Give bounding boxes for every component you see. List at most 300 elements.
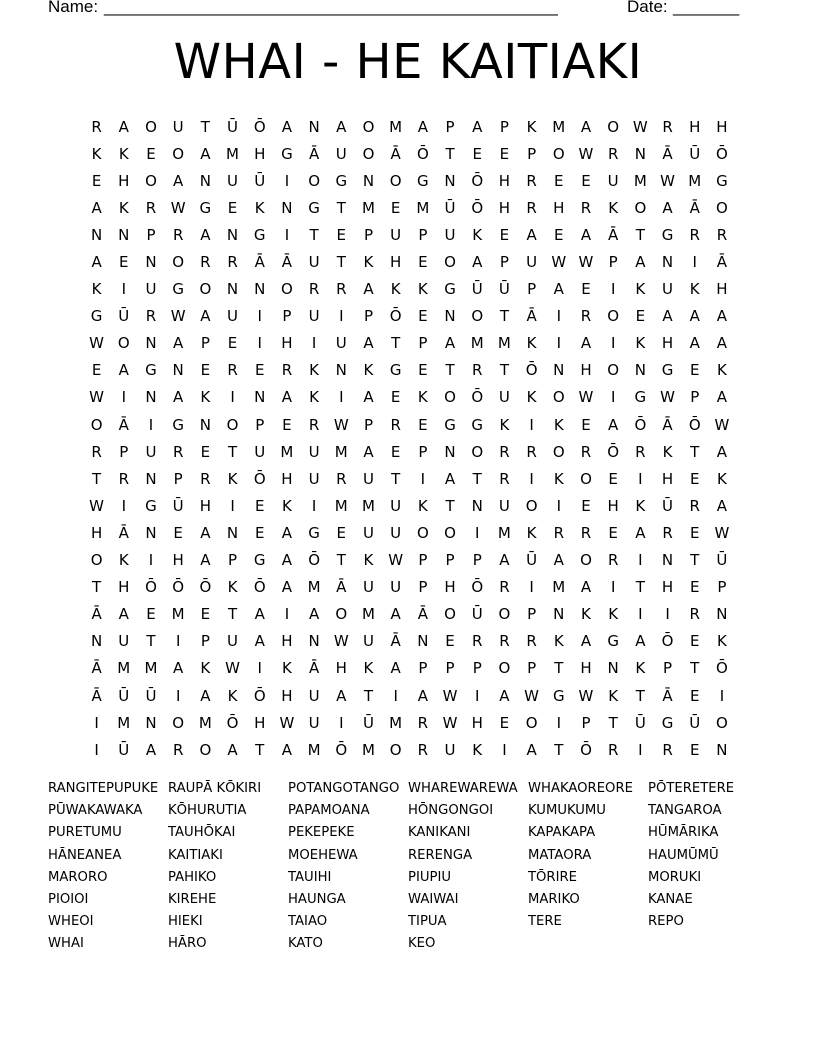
grid-letter[interactable]: T [336,551,346,570]
grid-letter[interactable]: I [121,496,126,515]
grid-letter[interactable]: T [472,469,482,488]
grid-letter[interactable]: P [418,442,428,461]
grid-letter[interactable]: O [444,605,456,624]
grid-letter[interactable]: U [145,442,157,461]
grid-letter[interactable]: K [227,469,238,488]
grid-letter[interactable]: Ā [716,253,728,272]
grid-letter[interactable]: Ō [661,632,674,651]
grid-letter[interactable]: H [553,198,565,217]
grid-letter[interactable]: A [580,334,592,353]
grid-letter[interactable]: I [257,659,262,678]
grid-letter[interactable]: E [390,198,401,217]
grid-letter[interactable]: O [416,523,429,542]
grid-letter[interactable]: R [499,442,510,461]
grid-letter[interactable]: Ā [336,578,347,597]
grid-letter[interactable]: N [607,659,619,678]
grid-letter[interactable]: A [118,117,129,136]
grid-letter[interactable]: T [146,632,156,651]
grid-letter[interactable]: A [363,334,374,353]
grid-letter[interactable]: E [390,442,401,461]
grid-letter[interactable]: N [335,361,347,380]
grid-letter[interactable]: R [172,740,184,759]
grid-letter[interactable]: P [119,442,129,461]
grid-letter[interactable]: R [662,117,673,136]
grid-letter[interactable]: R [145,198,157,217]
grid-letter[interactable]: Ō [688,415,701,434]
grid-letter[interactable]: E [146,144,156,163]
grid-letter[interactable]: I [556,334,561,353]
grid-letter[interactable]: A [254,605,265,624]
grid-letter[interactable]: A [173,171,184,190]
grid-letter[interactable]: H [390,253,402,272]
grid-letter[interactable]: U [390,225,402,244]
grid-letter[interactable]: Ā [91,659,102,678]
grid-letter[interactable]: Ō [253,117,266,136]
grid-letter[interactable]: Ā [390,144,401,163]
grid-letter[interactable]: A [363,388,374,407]
grid-letter[interactable]: E [418,253,428,272]
grid-letter[interactable]: W [170,307,186,326]
grid-letter[interactable]: Ā [689,198,700,217]
grid-letter[interactable]: N [145,334,157,353]
grid-letter[interactable]: Ū [118,307,130,326]
grid-letter[interactable]: G [661,225,674,244]
grid-letter[interactable]: W [660,171,675,190]
grid-letter[interactable]: P [363,307,373,326]
grid-letter[interactable]: E [581,280,591,299]
grid-letter[interactable]: M [226,144,239,163]
grid-letter[interactable]: A [145,740,157,759]
grid-letter[interactable]: T [363,686,374,705]
grid-letter[interactable]: K [363,253,374,272]
grid-letter[interactable]: O [498,605,511,624]
grid-letter[interactable]: R [580,442,592,461]
grid-letter[interactable]: O [471,307,484,326]
grid-letter[interactable]: M [389,117,403,136]
grid-letter[interactable]: E [445,632,455,651]
grid-letter[interactable]: G [444,415,456,434]
grid-letter[interactable]: N [661,253,674,272]
grid-letter[interactable]: U [362,523,374,542]
grid-letter[interactable]: R [145,307,157,326]
grid-letter[interactable]: T [499,307,509,326]
grid-letter[interactable]: M [361,496,375,515]
grid-letter[interactable]: K [91,144,102,163]
grid-letter[interactable]: R [91,442,102,461]
grid-letter[interactable]: W [279,713,295,732]
grid-letter[interactable]: U [444,740,456,759]
grid-letter[interactable]: N [199,171,211,190]
grid-letter[interactable]: I [94,740,99,759]
grid-letter[interactable]: E [254,523,265,542]
grid-letter[interactable]: H [716,280,728,299]
grid-letter[interactable]: I [284,225,290,244]
grid-letter[interactable]: K [716,469,727,488]
grid-letter[interactable]: H [172,551,184,570]
grid-letter[interactable]: R [662,740,673,759]
grid-letter[interactable]: T [309,225,319,244]
grid-letter[interactable]: R [635,442,646,461]
grid-letter[interactable]: W [714,415,730,434]
grid-letter[interactable]: Ū [689,713,701,732]
grid-letter[interactable]: P [499,117,509,136]
grid-letter[interactable]: M [470,334,484,353]
grid-letter[interactable]: R [227,361,238,380]
grid-letter[interactable]: K [689,280,700,299]
grid-letter[interactable]: R [308,415,320,434]
grid-letter[interactable]: K [553,632,564,651]
grid-letter[interactable]: W [714,523,730,542]
grid-letter[interactable]: N [90,225,103,244]
grid-letter[interactable]: W [388,551,404,570]
grid-letter[interactable]: A [580,225,592,244]
grid-letter[interactable]: N [634,361,646,380]
grid-letter[interactable]: T [690,551,700,570]
grid-letter[interactable]: O [552,144,565,163]
grid-letter[interactable]: U [362,578,374,597]
grid-letter[interactable]: H [661,469,674,488]
grid-letter[interactable]: T [635,578,645,597]
grid-letter[interactable]: O [716,198,728,217]
grid-letter[interactable]: P [418,334,428,353]
grid-letter[interactable]: U [172,117,184,136]
grid-letter[interactable]: G [389,361,402,380]
grid-letter[interactable]: Ō [471,388,484,407]
grid-letter[interactable]: N [661,551,674,570]
grid-letter[interactable]: G [253,225,266,244]
grid-letter[interactable]: R [200,469,211,488]
grid-letter[interactable]: A [200,144,211,163]
grid-letter[interactable]: N [553,605,565,624]
grid-letter[interactable]: N [226,280,239,299]
grid-letter[interactable]: I [257,334,262,353]
grid-letter[interactable]: U [254,442,266,461]
grid-letter[interactable]: T [635,686,645,705]
grid-letter[interactable]: Ō [199,578,212,597]
grid-letter[interactable]: O [634,198,647,217]
grid-letter[interactable]: W [442,686,458,705]
grid-letter[interactable]: M [552,578,566,597]
grid-letter[interactable]: I [257,307,262,326]
grid-letter[interactable]: E [173,523,183,542]
grid-letter[interactable]: O [389,171,402,190]
grid-letter[interactable]: A [608,415,619,434]
grid-letter[interactable]: M [171,605,185,624]
grid-letter[interactable]: Ū [118,686,130,705]
grid-letter[interactable]: M [307,740,321,759]
grid-letter[interactable]: K [608,686,619,705]
grid-letter[interactable]: I [692,253,697,272]
grid-letter[interactable]: W [225,659,240,678]
grid-letter[interactable]: Ō [634,415,647,434]
grid-letter[interactable]: W [578,686,594,705]
grid-letter[interactable]: I [311,334,317,353]
grid-letter[interactable]: R [472,632,483,651]
grid-letter[interactable]: U [498,496,510,515]
grid-letter[interactable]: Ū [526,551,538,570]
grid-letter[interactable]: H [281,686,293,705]
grid-letter[interactable]: E [390,388,401,407]
grid-letter[interactable]: K [417,496,428,515]
grid-letter[interactable]: R [417,713,429,732]
grid-letter[interactable]: P [472,659,482,678]
grid-letter[interactable]: A [281,117,293,136]
grid-letter[interactable]: M [688,171,702,190]
grid-letter[interactable]: A [417,686,428,705]
grid-letter[interactable]: Ō [253,686,266,705]
grid-letter[interactable]: R [689,496,700,515]
grid-letter[interactable]: I [121,388,126,407]
grid-letter[interactable]: G [253,551,266,570]
grid-letter[interactable]: P [418,225,428,244]
grid-letter[interactable]: R [91,117,102,136]
grid-letter[interactable]: E [581,496,591,515]
grid-letter[interactable]: R [227,253,238,272]
grid-letter[interactable]: P [527,280,537,299]
grid-letter[interactable]: H [118,578,130,597]
grid-letter[interactable]: W [89,388,105,407]
grid-letter[interactable]: E [689,632,700,651]
grid-letter[interactable]: M [389,713,403,732]
grid-letter[interactable]: T [635,225,645,244]
grid-letter[interactable]: Ā [390,632,401,651]
grid-letter[interactable]: E [418,307,428,326]
grid-letter[interactable]: K [227,686,238,705]
grid-letter[interactable]: U [227,171,239,190]
grid-letter[interactable]: K [472,740,483,759]
grid-letter[interactable]: E [689,469,700,488]
grid-letter[interactable]: G [308,523,320,542]
grid-letter[interactable]: E [689,686,700,705]
grid-letter[interactable]: P [499,253,509,272]
grid-letter[interactable]: I [665,605,670,624]
grid-letter[interactable]: R [526,198,537,217]
grid-letter[interactable]: A [363,280,374,299]
grid-letter[interactable]: T [391,334,401,353]
grid-letter[interactable]: G [552,686,565,705]
grid-letter[interactable]: K [254,198,265,217]
grid-letter[interactable]: P [717,578,727,597]
grid-letter[interactable]: N [145,523,157,542]
grid-letter[interactable]: Ū [662,496,674,515]
grid-letter[interactable]: R [607,144,619,163]
grid-letter[interactable]: Ū [227,117,239,136]
grid-letter[interactable]: K [526,334,537,353]
grid-letter[interactable]: O [362,117,375,136]
grid-letter[interactable]: R [689,225,700,244]
grid-letter[interactable]: R [472,361,483,380]
grid-letter[interactable]: P [663,659,673,678]
grid-letter[interactable]: A [308,605,320,624]
grid-letter[interactable]: A [91,253,102,272]
grid-letter[interactable]: N [444,171,456,190]
grid-letter[interactable]: O [552,388,565,407]
grid-letter[interactable]: Ō [335,740,348,759]
grid-letter[interactable]: W [578,144,594,163]
grid-letter[interactable]: E [227,334,238,353]
grid-letter[interactable]: R [308,280,320,299]
grid-letter[interactable]: N [362,171,375,190]
grid-letter[interactable]: P [608,253,618,272]
grid-letter[interactable]: Ō [389,307,402,326]
grid-letter[interactable]: I [610,280,616,299]
grid-letter[interactable]: I [175,632,181,651]
grid-letter[interactable]: O [281,280,293,299]
grid-letter[interactable]: Ō [525,361,538,380]
grid-letter[interactable]: N [444,442,456,461]
grid-letter[interactable]: R [281,361,293,380]
grid-letter[interactable]: O [362,144,375,163]
grid-letter[interactable]: K [526,117,537,136]
grid-letter[interactable]: E [418,415,428,434]
grid-letter[interactable]: Ū [444,198,456,217]
grid-letter[interactable]: P [146,225,156,244]
grid-letter[interactable]: P [418,551,428,570]
grid-letter[interactable]: K [417,280,428,299]
grid-letter[interactable]: R [200,253,211,272]
grid-letter[interactable]: O [716,713,728,732]
grid-letter[interactable]: P [690,388,700,407]
grid-letter[interactable]: R [526,442,537,461]
grid-letter[interactable]: N [553,361,565,380]
grid-letter[interactable]: G [172,280,184,299]
grid-letter[interactable]: W [578,253,594,272]
grid-letter[interactable]: P [445,117,455,136]
grid-letter[interactable]: K [635,496,646,515]
grid-letter[interactable]: O [525,496,538,515]
grid-letter[interactable]: Ā [608,225,619,244]
grid-letter[interactable]: N [90,632,103,651]
grid-letter[interactable]: E [689,740,700,759]
grid-letter[interactable]: K [309,361,320,380]
grid-letter[interactable]: P [200,334,210,353]
grid-letter[interactable]: E [554,225,564,244]
grid-letter[interactable]: Ā [91,605,102,624]
grid-letter[interactable]: U [390,578,402,597]
grid-letter[interactable]: I [638,551,643,570]
grid-letter[interactable]: P [173,469,183,488]
grid-letter[interactable]: U [526,253,538,272]
grid-letter[interactable]: P [363,415,373,434]
grid-letter[interactable]: K [526,523,537,542]
grid-letter[interactable]: U [308,686,320,705]
grid-letter[interactable]: G [716,171,728,190]
grid-letter[interactable]: H [661,578,674,597]
grid-letter[interactable]: O [90,551,103,570]
grid-letter[interactable]: H [118,171,130,190]
grid-letter[interactable]: A [553,280,564,299]
grid-letter[interactable]: P [581,713,591,732]
grid-letter[interactable]: A [689,334,700,353]
grid-letter[interactable]: O [607,117,620,136]
grid-letter[interactable]: U [335,334,347,353]
grid-letter[interactable]: H [498,171,511,190]
grid-letter[interactable]: Ā [662,144,673,163]
grid-letter[interactable]: G [199,198,212,217]
grid-letter[interactable]: N [199,415,211,434]
grid-letter[interactable]: U [308,253,320,272]
grid-letter[interactable]: G [444,280,456,299]
grid-letter[interactable]: K [472,225,483,244]
grid-letter[interactable]: T [554,740,564,759]
grid-letter[interactable]: Ō [716,144,728,163]
grid-letter[interactable]: P [472,551,482,570]
grid-letter[interactable]: I [311,496,317,515]
grid-letter[interactable]: K [635,334,646,353]
grid-letter[interactable]: U [362,632,374,651]
grid-letter[interactable]: Ō [253,469,266,488]
grid-letter[interactable]: Ō [471,578,484,597]
grid-letter[interactable]: A [200,551,211,570]
grid-letter[interactable]: G [172,415,184,434]
grid-letter[interactable]: I [121,280,126,299]
grid-letter[interactable]: K [716,361,727,380]
grid-letter[interactable]: U [498,388,510,407]
grid-letter[interactable]: I [148,551,154,570]
grid-letter[interactable]: A [336,686,347,705]
grid-letter[interactable]: T [690,659,700,678]
grid-letter[interactable]: W [551,253,567,272]
grid-letter[interactable]: K [200,388,211,407]
grid-letter[interactable]: Ū [498,280,510,299]
grid-letter[interactable]: W [660,388,675,407]
grid-letter[interactable]: A [499,551,510,570]
grid-letter[interactable]: E [91,171,102,190]
grid-letter[interactable]: R [336,469,347,488]
grid-letter[interactable]: E [91,361,102,380]
grid-letter[interactable]: G [661,713,674,732]
grid-letter[interactable]: T [227,605,238,624]
grid-letter[interactable]: K [309,388,320,407]
grid-letter[interactable]: K [635,280,646,299]
grid-letter[interactable]: M [307,578,321,597]
grid-letter[interactable]: E [418,361,428,380]
grid-letter[interactable]: M [633,171,647,190]
grid-letter[interactable]: U [308,307,320,326]
grid-letter[interactable]: N [417,632,429,651]
grid-letter[interactable]: I [556,496,561,515]
grid-letter[interactable]: K [363,361,374,380]
grid-letter[interactable]: M [497,523,511,542]
grid-letter[interactable]: O [552,442,565,461]
grid-letter[interactable]: A [281,740,293,759]
grid-letter[interactable]: G [145,361,157,380]
grid-letter[interactable]: I [556,307,561,326]
grid-letter[interactable]: U [607,171,619,190]
grid-letter[interactable]: T [92,469,102,488]
grid-letter[interactable]: O [389,740,402,759]
grid-letter[interactable]: O [145,171,157,190]
grid-letter[interactable]: O [117,334,130,353]
grid-letter[interactable]: Ā [662,415,673,434]
grid-letter[interactable]: A [417,117,428,136]
grid-letter[interactable]: O [172,713,185,732]
grid-letter[interactable]: E [635,307,646,326]
grid-letter[interactable]: O [444,253,456,272]
grid-letter[interactable]: H [471,713,483,732]
grid-letter[interactable]: Ā [662,686,673,705]
grid-letter[interactable]: R [417,740,429,759]
grid-letter[interactable]: T [391,469,401,488]
grid-letter[interactable]: K [91,280,102,299]
grid-letter[interactable]: E [689,578,700,597]
grid-letter[interactable]: K [581,605,591,624]
grid-letter[interactable]: Ō [416,144,429,163]
grid-letter[interactable]: Ō [607,442,620,461]
grid-letter[interactable]: P [527,605,537,624]
grid-letter[interactable]: Ū [362,713,374,732]
grid-letter[interactable]: I [610,334,616,353]
